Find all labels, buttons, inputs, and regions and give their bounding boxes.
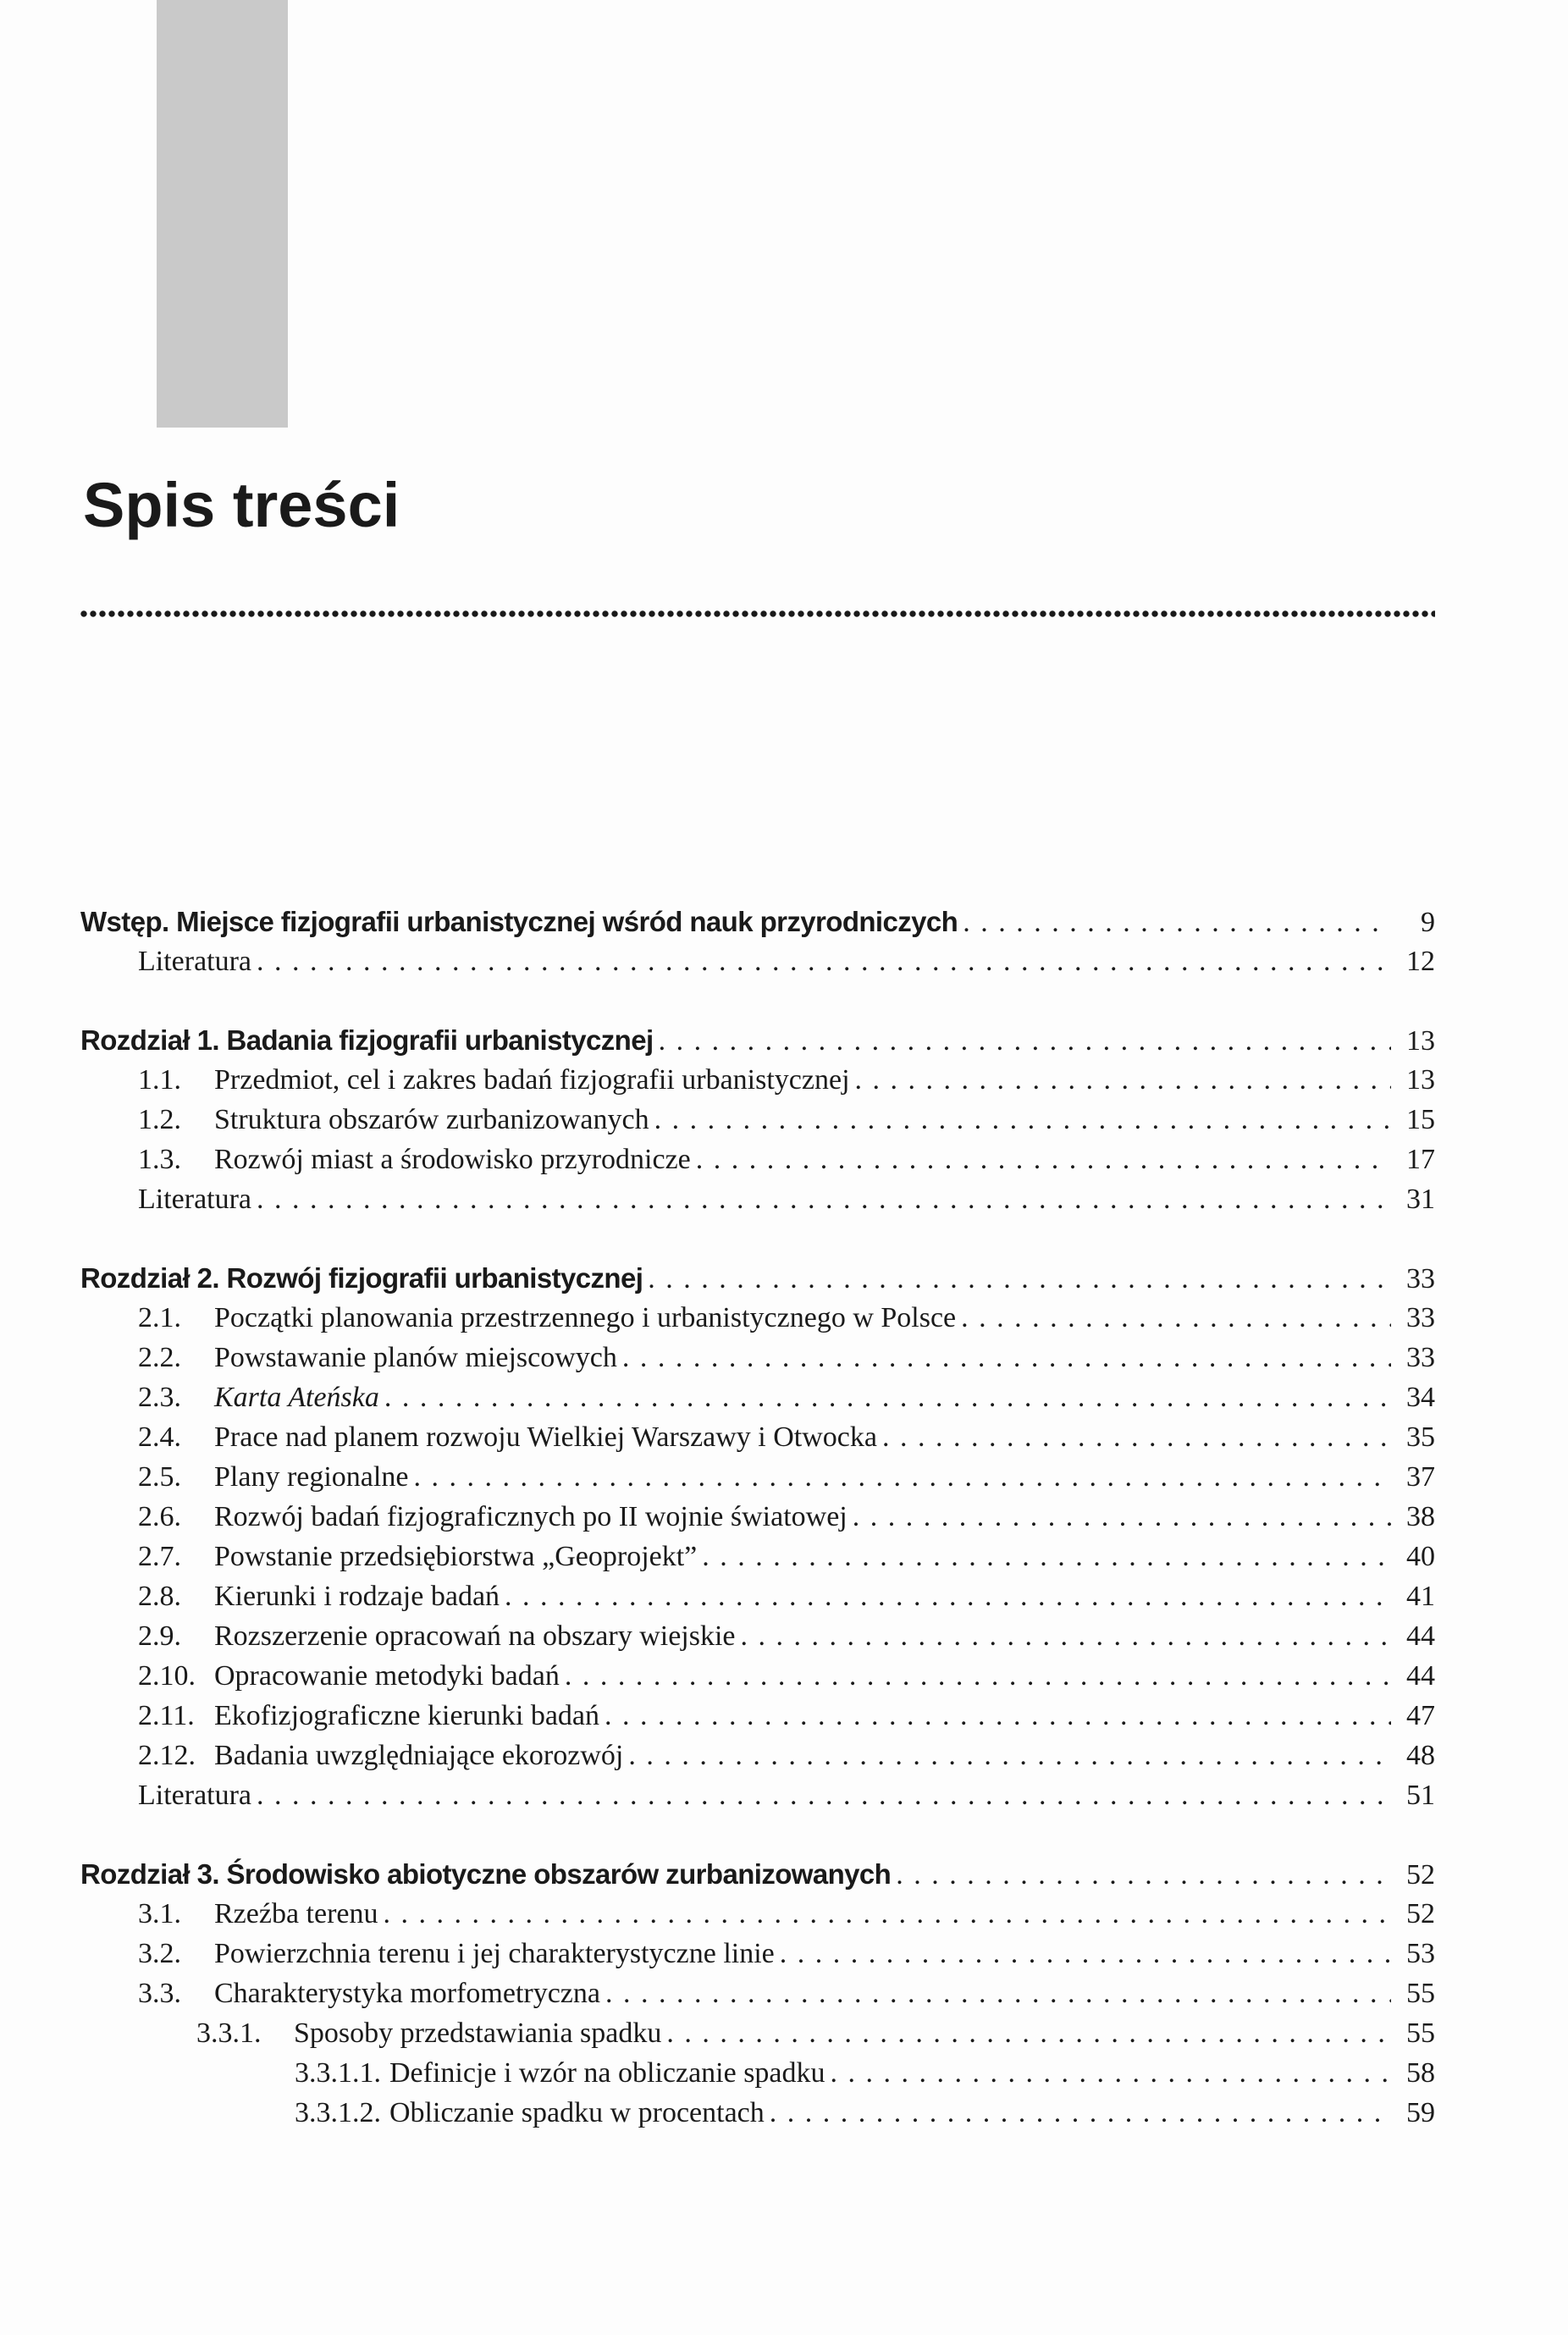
toc-entry-number: 2.8. <box>138 1581 181 1612</box>
toc-entry-number: 2.1. <box>138 1302 181 1333</box>
toc-entry[interactable] <box>80 1302 1435 1342</box>
toc-entry-title: Rozwój badań fizjograficznych po II wojnie światowej <box>214 1501 847 1532</box>
dot-leader <box>257 1780 1391 1812</box>
toc-entry[interactable] <box>80 1620 1435 1660</box>
toc-chapter-prefix: Rozdział 3. <box>80 1858 219 1890</box>
toc-entry[interactable] <box>80 1461 1435 1501</box>
toc-entry[interactable] <box>80 1581 1435 1620</box>
toc-entry-title: Literatura <box>138 1184 252 1215</box>
toc-entry[interactable] <box>80 1780 1435 1819</box>
toc-subentry[interactable] <box>80 2018 1435 2057</box>
toc-page-number: 52 <box>1406 1859 1435 1891</box>
toc-page-number: 35 <box>1406 1421 1435 1453</box>
toc-entry[interactable] <box>80 1898 1435 1938</box>
toc-subsubentry[interactable] <box>80 2057 1435 2097</box>
toc-intro-prefix: Wstęp. <box>80 906 169 937</box>
toc-chapter-prefix: Rozdział 2. <box>80 1262 219 1294</box>
dot-leader <box>605 1978 1391 2010</box>
toc-entry-title: Karta Ateńska <box>214 1382 379 1413</box>
toc-entry-number: 1.1. <box>138 1064 181 1096</box>
toc-page-number: 9 <box>1421 907 1435 938</box>
toc-entry[interactable] <box>80 1740 1435 1780</box>
toc-entry-number: 3.2. <box>138 1938 181 1969</box>
toc-entry-number: 3.3.1.2. <box>295 2097 381 2128</box>
toc-chapter-3[interactable] <box>80 1858 1435 1898</box>
toc-page-number: 33 <box>1406 1342 1435 1373</box>
dot-leader <box>628 1740 1391 1772</box>
toc-entry-title: Kierunki i rodzaje badań <box>214 1581 500 1612</box>
page-title: Spis treści <box>83 470 400 540</box>
toc-page-number: 37 <box>1406 1461 1435 1493</box>
dot-leader <box>780 1938 1391 1970</box>
toc-page-number: 55 <box>1406 1978 1435 2009</box>
toc-page-number: 38 <box>1406 1501 1435 1532</box>
toc-entry-number: 2.6. <box>138 1501 181 1532</box>
dot-leader <box>741 1620 1391 1653</box>
toc-entry-title: Definicje i wzór na obliczanie spadku <box>389 2057 825 2089</box>
dot-leader <box>605 1700 1391 1732</box>
toc-page-number: 34 <box>1406 1382 1435 1413</box>
toc-entry-title: Literatura <box>138 946 252 977</box>
toc-chapter-title: Środowisko abiotyczne obszarów zurbanizowanych <box>226 1858 892 1890</box>
toc-entry-title: Rozszerzenie opracowań na obszary wiejskie <box>214 1620 736 1652</box>
decorative-gray-block <box>157 0 288 428</box>
toc-entry[interactable] <box>80 1501 1435 1541</box>
toc-entry-title: Sposoby przedstawiania spadku <box>294 2018 662 2049</box>
toc-entry-number: 3.3. <box>138 1978 181 2009</box>
toc-entry-title: Ekofizjograficzne kierunki badań <box>214 1700 600 1731</box>
toc-entry[interactable] <box>80 1184 1435 1223</box>
table-of-contents <box>80 906 1435 2137</box>
toc-entry-title: Rzeźba terenu <box>214 1898 378 1929</box>
dot-leader <box>831 2057 1391 2089</box>
toc-entry-number: 1.3. <box>138 1144 181 1175</box>
toc-entry[interactable] <box>80 1421 1435 1461</box>
toc-page-number: 44 <box>1406 1620 1435 1652</box>
toc-entry-title: Opracowanie metodyki badań <box>214 1660 560 1692</box>
toc-page-number: 41 <box>1406 1581 1435 1612</box>
toc-entry-title: Przedmiot, cel i zakres badań fizjografii urbanistycznej <box>214 1064 850 1096</box>
toc-entry-number: 2.9. <box>138 1620 181 1652</box>
toc-entry-number: 2.7. <box>138 1541 181 1572</box>
dot-leader <box>257 1184 1391 1216</box>
toc-entry-number: 3.1. <box>138 1898 181 1929</box>
toc-entry-title: Powstawanie planów miejscowych <box>214 1342 617 1373</box>
dot-leader <box>654 1104 1391 1136</box>
toc-entry-title: Powstanie przedsiębiorstwa „Geoprojekt” <box>214 1541 698 1572</box>
toc-entry-title: Plany regionalne <box>214 1461 409 1493</box>
dot-leader <box>696 1144 1391 1176</box>
toc-chapter-title: Badania fizjografii urbanistycznej <box>226 1024 654 1056</box>
dotted-divider <box>80 610 1435 618</box>
dot-leader <box>505 1581 1391 1613</box>
toc-entry[interactable] <box>80 1342 1435 1382</box>
toc-entry-number: 2.3. <box>138 1382 181 1413</box>
dot-leader <box>384 1898 1392 1930</box>
toc-entry[interactable] <box>80 1104 1435 1144</box>
toc-page-number: 40 <box>1406 1541 1435 1572</box>
dot-leader <box>659 1025 1391 1057</box>
dot-leader <box>257 946 1391 978</box>
toc-entry[interactable] <box>80 1938 1435 1978</box>
toc-page-number: 15 <box>1406 1104 1435 1135</box>
toc-chapter-prefix: Rozdział 1. <box>80 1024 219 1056</box>
toc-chapter-title: Rozwój fizjografii urbanistycznej <box>226 1262 643 1294</box>
toc-intro-title: Miejsce fizjografii urbanistycznej wśród nauk przyrodniczych <box>176 906 958 937</box>
toc-entry-title: Powierzchnia terenu i jej charakterystyczne linie <box>214 1938 775 1969</box>
toc-page-number: 47 <box>1406 1700 1435 1731</box>
toc-entry[interactable] <box>80 1541 1435 1581</box>
toc-page-number: 33 <box>1406 1302 1435 1333</box>
toc-page-number: 13 <box>1406 1064 1435 1096</box>
toc-page-number: 52 <box>1406 1898 1435 1929</box>
toc-entry-number: 2.5. <box>138 1461 181 1493</box>
toc-entry[interactable] <box>80 1064 1435 1104</box>
dot-leader <box>648 1263 1391 1295</box>
toc-entry-number: 1.2. <box>138 1104 181 1135</box>
toc-entry-title: Rozwój miast a środowisko przyrodnicze <box>214 1144 691 1175</box>
toc-page-number: 31 <box>1406 1184 1435 1215</box>
toc-page-number: 59 <box>1406 2097 1435 2128</box>
dot-leader <box>702 1541 1391 1573</box>
dot-leader <box>855 1064 1391 1096</box>
toc-entry-title: Charakterystyka morfometryczna <box>214 1978 600 2009</box>
dot-leader <box>770 2097 1391 2129</box>
dot-leader <box>896 1859 1391 1891</box>
toc-entry[interactable] <box>80 1700 1435 1740</box>
toc-page-number: 13 <box>1406 1025 1435 1057</box>
toc-entry-number: 2.11. <box>138 1700 195 1731</box>
toc-entry[interactable] <box>80 1382 1435 1421</box>
toc-page-number: 55 <box>1406 2018 1435 2049</box>
toc-subsubentry[interactable] <box>80 2097 1435 2137</box>
toc-entry[interactable] <box>80 1144 1435 1184</box>
toc-entry-number: 3.3.1.1. <box>295 2057 381 2089</box>
toc-chapter-2[interactable] <box>80 1262 1435 1302</box>
toc-entry-number: 2.12. <box>138 1740 196 1771</box>
dot-leader <box>622 1342 1391 1374</box>
dot-leader <box>882 1421 1391 1454</box>
toc-page-number: 44 <box>1406 1660 1435 1692</box>
dot-leader <box>853 1501 1391 1533</box>
toc-page-number: 58 <box>1406 2057 1435 2089</box>
toc-entry-number: 2.10. <box>138 1660 196 1692</box>
dot-leader <box>666 2018 1391 2050</box>
toc-entry-title: Obliczanie spadku w procentach <box>389 2097 765 2128</box>
toc-entry-title: Prace nad planem rozwoju Wielkiej Warszawy i Otwocka <box>214 1421 877 1453</box>
dot-leader <box>413 1461 1391 1493</box>
toc-page-number: 53 <box>1406 1938 1435 1969</box>
toc-entry[interactable] <box>80 1978 1435 2018</box>
toc-entry-title: Badania uwzględniające ekorozwój <box>214 1740 624 1771</box>
toc-page-number: 17 <box>1406 1144 1435 1175</box>
dot-leader <box>963 907 1391 939</box>
toc-page-number: 33 <box>1406 1263 1435 1294</box>
toc-chapter-1[interactable] <box>80 1024 1435 1064</box>
toc-entry-title: Literatura <box>138 1780 252 1811</box>
toc-entry-title: Struktura obszarów zurbanizowanych <box>214 1104 649 1135</box>
toc-entry-number: 2.4. <box>138 1421 181 1453</box>
toc-intro[interactable] <box>80 906 1435 946</box>
toc-page-number: 51 <box>1406 1780 1435 1811</box>
toc-entry-title: Początki planowania przestrzennego i urbanistycznego w Polsce <box>214 1302 957 1333</box>
toc-entry[interactable] <box>80 946 1435 985</box>
toc-page-number: 12 <box>1406 946 1435 977</box>
toc-entry[interactable] <box>80 1660 1435 1700</box>
toc-entry-number: 3.3.1. <box>196 2018 262 2049</box>
toc-entry-number: 2.2. <box>138 1342 181 1373</box>
dot-leader <box>961 1302 1391 1334</box>
dot-leader <box>384 1382 1391 1414</box>
dot-leader <box>565 1660 1391 1692</box>
toc-page-number: 48 <box>1406 1740 1435 1771</box>
